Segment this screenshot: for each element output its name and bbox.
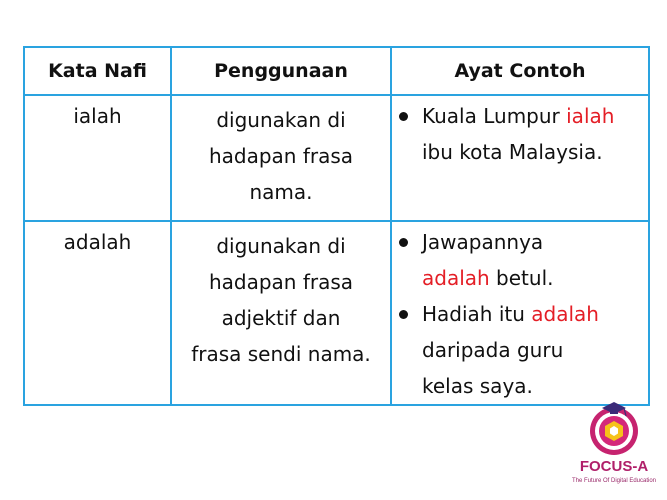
logo-name: FOCUS-A <box>579 458 649 475</box>
example-line: ibu kota Malaysia. <box>422 140 603 164</box>
highlight-word: adalah <box>422 266 490 290</box>
usage-cell <box>171 95 391 221</box>
word-cell: adalah <box>24 221 171 405</box>
usage-line: hadapan frasa <box>208 144 354 168</box>
examples-cell <box>391 95 649 221</box>
examples-cell <box>391 221 649 405</box>
usage-line: frasa sendi nama. <box>191 342 371 366</box>
example-line: daripada guru <box>422 338 564 362</box>
example-list <box>392 224 648 404</box>
usage-line: hadapan frasa <box>208 270 354 294</box>
focus-a-logo <box>566 400 662 496</box>
example-item <box>392 224 648 296</box>
example-line: Hadiah itu adalah <box>422 302 599 326</box>
highlight-word: adalah <box>531 302 599 326</box>
header-ayat-contoh: Ayat Contoh <box>391 47 649 95</box>
example-item <box>392 98 648 170</box>
header-penggunaan: Penggunaan <box>171 47 391 95</box>
usage-line: adjektif dan <box>221 306 341 330</box>
aperture-icon <box>566 400 662 460</box>
example-line: Jawapannya <box>422 230 544 254</box>
logo-tagline: The Future Of Digital Education <box>571 478 657 484</box>
word-cell: ialah <box>24 95 171 221</box>
example-line: kelas saya. <box>422 374 533 398</box>
example-item <box>392 296 648 404</box>
table-row <box>24 95 649 221</box>
usage-cell <box>171 221 391 405</box>
bullet-icon <box>399 112 408 121</box>
table-header-row <box>24 47 649 95</box>
bullet-icon <box>399 310 408 319</box>
usage-line: digunakan di <box>216 108 346 132</box>
header-kata-nafi: Kata Nafi <box>24 47 171 95</box>
bullet-icon <box>399 238 408 247</box>
kata-nafi-table <box>23 46 650 406</box>
highlight-word: ialah <box>566 104 615 128</box>
example-line: adalah betul. <box>422 266 554 290</box>
usage-line: nama. <box>249 180 313 204</box>
example-line: Kuala Lumpur ialah <box>422 104 615 128</box>
example-list <box>392 98 648 170</box>
table-row <box>24 221 649 405</box>
usage-line: digunakan di <box>216 234 346 258</box>
